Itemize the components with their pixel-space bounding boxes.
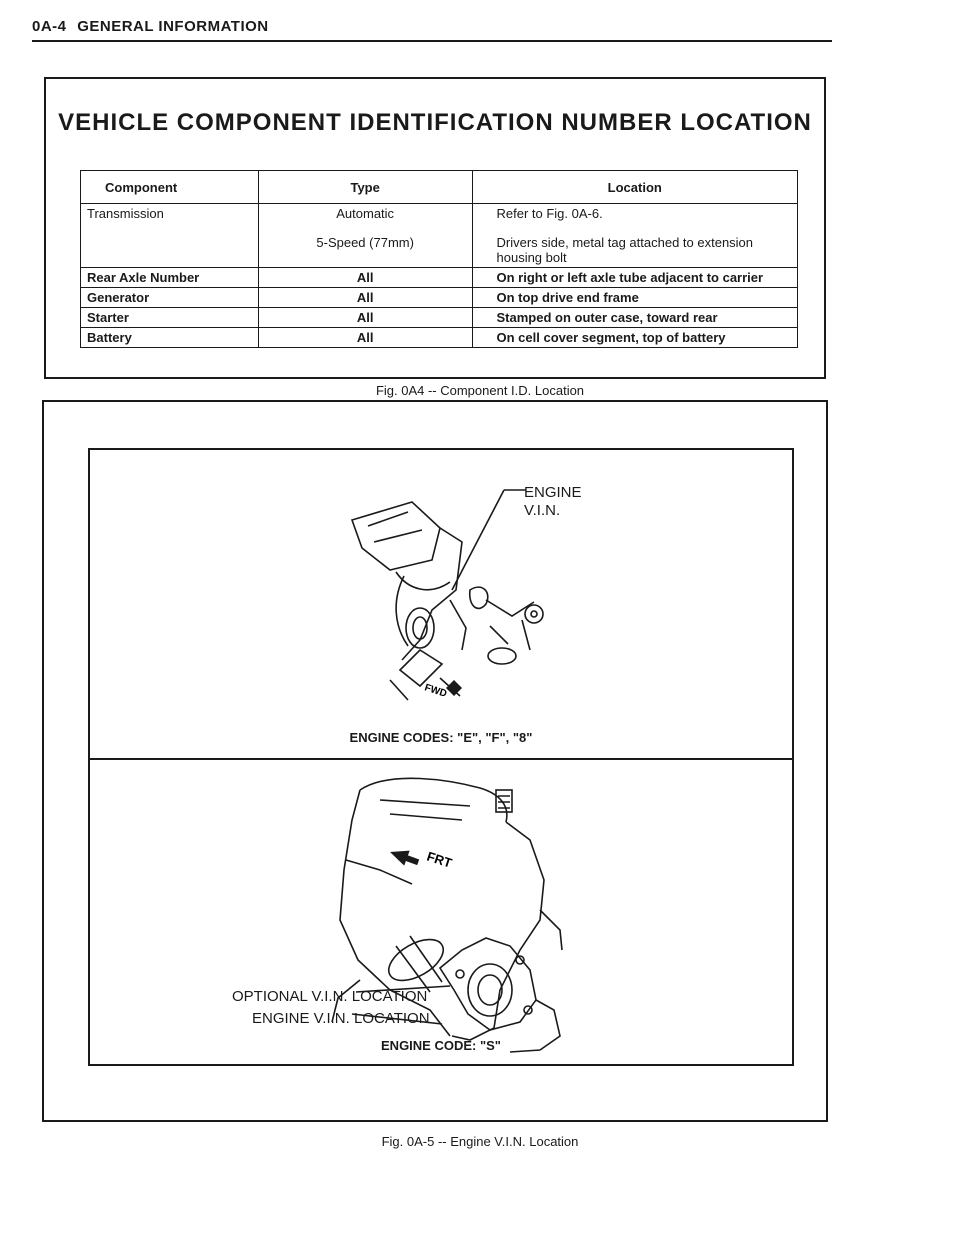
cell-component: Transmission: [81, 204, 259, 268]
table-row: [81, 328, 798, 348]
component-table: [80, 170, 798, 348]
forward-arrow: [446, 680, 462, 696]
cell-location-line: Refer to Fig. 0A-6.: [496, 206, 603, 221]
page-header: [32, 18, 269, 35]
fwd-label: FWD: [423, 682, 449, 700]
cell-location: On right or left axle tube adjacent to carrier: [472, 268, 798, 288]
table-header-row: [81, 171, 798, 204]
cell-type: All: [258, 308, 472, 328]
frt-label: FRT: [425, 848, 454, 871]
header-rule: [32, 40, 832, 42]
engine-vin-callout-line: V.I.N.: [524, 502, 561, 519]
cell-location-line: Drivers side, metal tag attached to extension housing bolt: [496, 235, 754, 265]
engine-vin-location-callout: ENGINE V.I.N. LOCATION: [252, 1010, 430, 1027]
engine-drawing-efe8: [90, 450, 792, 758]
front-arrow: [387, 844, 421, 869]
figure-caption-engine: Fig. 0A-5 -- Engine V.I.N. Location: [381, 1134, 579, 1149]
cell-type: All: [258, 328, 472, 348]
cell-location: [472, 204, 798, 268]
cell-location: On cell cover segment, top of battery: [472, 328, 798, 348]
engine-vin-callout: [524, 484, 582, 520]
cell-component: Battery: [81, 328, 259, 348]
cell-location: On top drive end frame: [472, 288, 798, 308]
section-title: GENERAL INFORMATION: [77, 18, 269, 35]
cell-location: Stamped on outer case, toward rear: [472, 308, 798, 328]
cell-component: Starter: [81, 308, 259, 328]
cell-type: All: [258, 268, 472, 288]
engine-code-label: ENGINE CODE: "S": [381, 1038, 501, 1053]
engine-panel-efe8: [88, 448, 794, 760]
cell-type-line: Automatic: [336, 206, 395, 221]
table-row: [81, 268, 798, 288]
engine-drawing-s: [90, 760, 792, 1064]
figure-caption-component: Fig. 0A4 -- Component I.D. Location: [375, 383, 585, 398]
engine-codes-label: ENGINE CODES: "E", "F", "8": [349, 730, 533, 745]
column-header-type: Type: [258, 171, 472, 204]
cell-type: [258, 204, 472, 268]
component-id-title: VEHICLE COMPONENT IDENTIFICATION NUMBER LOCATION: [58, 109, 812, 136]
optional-vin-callout: OPTIONAL V.I.N. LOCATION: [232, 988, 428, 1005]
cell-type: All: [258, 288, 472, 308]
table-row: [81, 288, 798, 308]
component-id-box: [44, 77, 826, 379]
engine-panel-s: [88, 758, 794, 1066]
engine-vin-callout-line: ENGINE: [524, 484, 582, 501]
column-header-location: Location: [472, 171, 798, 204]
cell-component: Rear Axle Number: [81, 268, 259, 288]
column-header-component: Component: [81, 171, 259, 204]
table-row: [81, 308, 798, 328]
cell-component: Generator: [81, 288, 259, 308]
section-number: 0A-4: [32, 18, 67, 35]
table-row: [81, 204, 798, 268]
cell-type-line: 5-Speed (77mm): [316, 235, 414, 250]
